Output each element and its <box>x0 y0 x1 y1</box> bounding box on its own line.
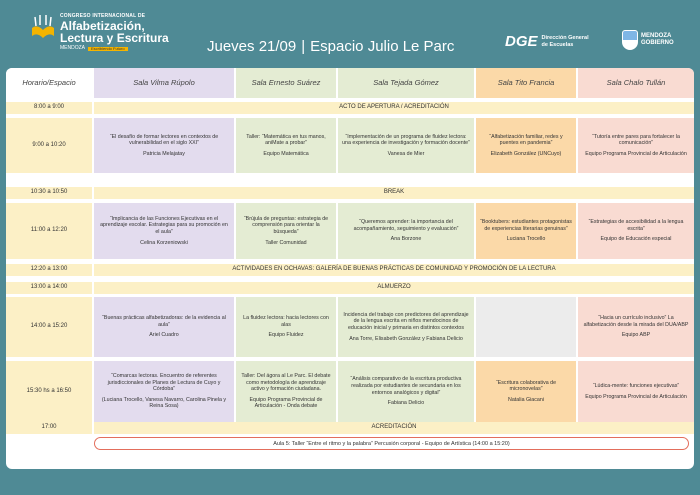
time-cell: 17:00 <box>6 422 92 434</box>
room-header-ernesto: Sala Ernesto Suárez <box>236 68 336 98</box>
session-cell <box>578 203 694 259</box>
room-header-vilma: Sala Vilma Rúpolo <box>94 68 234 98</box>
session-author: Ariel Cuadro <box>149 332 179 339</box>
dge-text-1: Dirección General <box>541 35 589 42</box>
session-cell <box>94 118 234 173</box>
session-title: “Implicancia de las Funciones Ejecutivas en el aprendizaje escolar. Estrategias para su promoción en el aula” <box>100 215 228 235</box>
session-author: Fabiana Delicio <box>387 400 425 407</box>
room-header-chalo: Sala Chalo Tullán <box>578 68 694 98</box>
session-cell <box>236 361 336 422</box>
schedule-grid <box>6 68 694 469</box>
schedule-row <box>6 102 694 114</box>
session-title: “Estrategias de accesibilidad a la lengua escrita” <box>588 219 684 232</box>
page-header <box>0 0 700 68</box>
congress-name-2: Lectura y Escritura <box>60 31 169 45</box>
time-cell: 8:00 a 9:00 <box>6 102 92 114</box>
session-cell <box>578 297 694 357</box>
mza-text-2: GOBIERNO <box>641 40 674 46</box>
session-title: La fluidez lectora: hacia lectores con alas <box>243 315 329 328</box>
schedule-row <box>6 118 694 173</box>
session-cell <box>338 203 474 259</box>
session-cell <box>578 118 694 173</box>
time-cell: 12:20 a 13:00 <box>6 264 92 276</box>
session-cell-empty <box>476 297 576 357</box>
schedule-row <box>6 361 694 422</box>
session-cell <box>476 203 576 259</box>
schedule-row <box>6 187 694 199</box>
session-author: Equipo Programa Provincial de Articulación <box>585 393 687 400</box>
schedule-row <box>6 422 694 434</box>
session-cell <box>236 203 336 259</box>
session-author: Celina Korzeniowski <box>140 239 188 246</box>
time-cell: 13:00 a 14:00 <box>6 282 92 294</box>
congress-logo <box>30 14 169 51</box>
session-title: “Análisis comparativo de la escritura productiva realizada por estudiantes de secundaria en los entornos analógicos y digital” <box>350 376 462 396</box>
full-width-event: ACREDITACIÓN <box>94 422 694 434</box>
time-cell: 11:00 a 12:20 <box>6 203 92 259</box>
book-icon <box>30 14 56 44</box>
session-cell <box>578 361 694 422</box>
time-cell: 9:00 a 10:20 <box>6 118 92 173</box>
session-title: “Alfabetización familiar, redes y puentes en pandemia” <box>489 133 563 147</box>
session-cell <box>338 297 474 357</box>
session-author: Equipo de Educación especial <box>600 236 672 243</box>
session-title: Taller: Del ágora al Le Parc. El debate como metodología de aprendizaje activo y formación ciudadana. <box>241 372 331 393</box>
date-suffix: /09 <box>275 38 297 55</box>
session-author: Equipo Programa Provincial de Articulación <box>585 150 687 157</box>
session-title: “Hacia un currículo inclusivo” La alfabetización desde la mirada del DUA/ABP <box>583 315 689 328</box>
session-cell <box>94 203 234 259</box>
time-column-header: Horario/Espacio <box>6 68 92 98</box>
session-author: Equipo Matemática <box>263 150 309 157</box>
session-cell <box>338 361 474 422</box>
session-title: Taller: “Matemática en tus manos, aniMate a probar” <box>246 133 326 147</box>
session-cell <box>476 361 576 422</box>
session-author: Natalia Giacani <box>508 396 544 403</box>
session-author: (Luciana Trocello, Vanesa Navarro, Carolina Pinela y Reina Sosa) <box>101 396 227 410</box>
title-separator: | <box>301 38 306 55</box>
column-header-row <box>6 68 694 98</box>
page-title <box>207 38 454 55</box>
schedule-row <box>6 282 694 294</box>
session-author: Equipo ABP <box>621 332 651 339</box>
session-author: Ana Borzone <box>390 236 422 243</box>
time-cell: 14:00 a 15:20 <box>6 297 92 357</box>
mza-text-1: MENDOZA <box>641 33 672 40</box>
mendoza-logo <box>622 30 674 50</box>
session-cell <box>338 118 474 173</box>
room-header-tito: Sala Tito Francia <box>476 68 576 98</box>
congress-name-1: Alfabetización, <box>60 19 145 33</box>
session-author: Patricia Melajatay <box>143 150 185 157</box>
footer-note: Aula 5: Taller “Entre el ritmo y la palabra” Percusión corporal - Equipo de Artística (14:00 a 15:20) <box>94 437 689 450</box>
schedule-row <box>6 203 694 259</box>
session-title: “Buenas prácticas alfabetizadoras: de la evidencia al aula” <box>102 315 226 328</box>
session-title: “Brújula de preguntas: estrategia de comprensión para orientar la búsqueda” <box>243 215 329 235</box>
congress-line: CONGRESO INTERNACIONAL DE <box>60 13 146 19</box>
session-title: “Escritura colaborativa de micronovelas” <box>495 379 557 393</box>
session-author: Taller Comunidad <box>265 239 307 246</box>
full-width-event: ACTIVIDADES EN OCHAVAS: GALERÍA DE BUENAS PRÁCTICAS DE COMUNIDAD Y PROMOCIÓN DE LA LECTURA <box>94 264 694 276</box>
session-cell <box>94 361 234 422</box>
session-title: “Comarcas lectoras. Encuentro de referentes jurisdiccionales de Planes de Lectura de Cuyo y Córdoba” <box>107 372 221 393</box>
congress-tag: Escribiendo Futuro <box>88 47 128 51</box>
session-title: “Booktubers: estudiantes protagonistas de experiencias literarias genuinas” <box>480 219 572 232</box>
time-cell: 10:30 a 10:50 <box>6 187 92 199</box>
time-cell: 15:30 hs a 16:50 <box>6 361 92 422</box>
session-title: “Lúdica-mente: funciones ejecutivas” <box>592 382 680 389</box>
schedule-row <box>6 297 694 357</box>
session-cell <box>236 297 336 357</box>
dge-text-2: de Escuelas <box>541 41 574 48</box>
day-label: Jueves 21 <box>207 38 276 55</box>
schedule-card <box>6 68 694 469</box>
session-cell <box>94 297 234 357</box>
room-header-tejada: Sala Tejada Gómez <box>338 68 474 98</box>
session-author: Elizabeth González (UNCuyo) <box>490 150 562 157</box>
session-title: “Tutoría entre pares para fortalecer la comunicación” <box>592 133 680 147</box>
full-width-event: ACTO DE APERTURA / ACREDITACIÓN <box>94 102 694 114</box>
session-author: Equipo Fluidez <box>268 332 304 339</box>
shield-icon <box>622 30 638 50</box>
session-author: Equipo Programa Provincial de Articulación - Onda debate <box>249 396 323 410</box>
session-cell <box>476 118 576 173</box>
schedule-row <box>6 264 694 276</box>
session-author: Vanesa de Mier <box>387 150 425 157</box>
dge-logo <box>505 33 589 50</box>
session-title: Incidencia del trabajo con predictores del aprendizaje de la lengua escrita en niños mendocinos de educación inicial y primaria en distintos contextos <box>343 311 469 331</box>
session-title: “Implementación de un programa de fluidez lectora: una experiencia de investigación y formación docente” <box>342 133 470 147</box>
session-title: “El desafío de formar lectores en contextos de vulnerabilidad en el siglo XXI” <box>109 133 219 147</box>
session-cell <box>236 118 336 173</box>
session-title: “Queremos aprender: la importancia del acompañamiento, seguimiento y evaluación” <box>353 219 459 232</box>
congress-place: MENDOZA <box>60 45 85 51</box>
dge-mark: DGE <box>505 33 538 50</box>
full-width-event: ALMUERZO <box>94 282 694 294</box>
session-author: Ana Torre, Elisabeth González y Fabiana Delicio <box>349 335 463 342</box>
full-width-event: BREAK <box>94 187 694 199</box>
session-author: Luciana Trocello <box>506 236 546 243</box>
venue-label: Espacio Julio Le Parc <box>310 38 455 55</box>
